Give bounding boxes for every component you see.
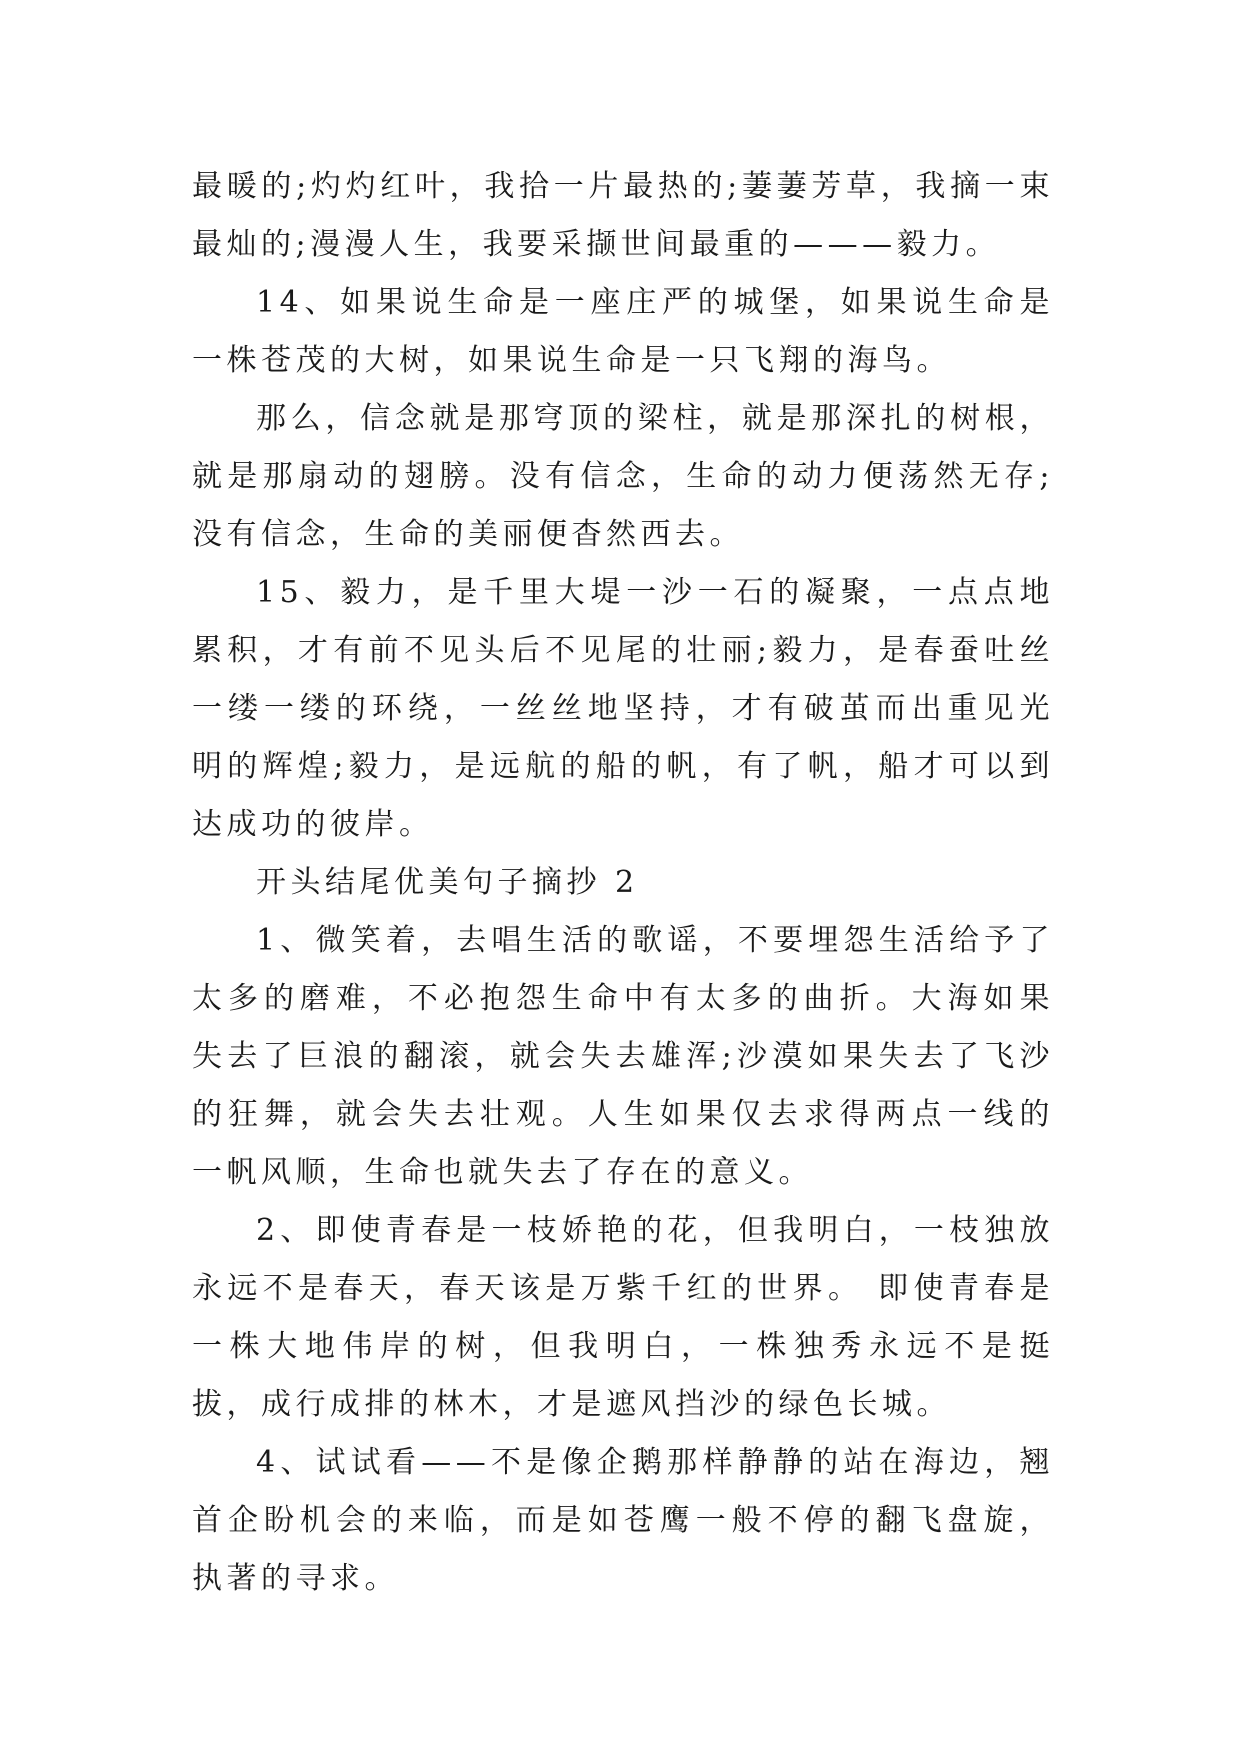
paragraph-item-15: 15、毅力，是千里大堤一沙一石的凝聚，一点点地累积，才有前不见头后不见尾的壮丽;毅力，是春蚕吐丝一缕一缕的环绕，一丝丝地坚持，才有破茧而出重见光明的辉煌;毅力，是远航的船的帆，有了帆，船才可以到达成功的彼岸。 — [192, 575, 1054, 842]
document-body — [192, 158, 1054, 1608]
paragraph-item-14: 14、如果说生命是一座庄严的城堡，如果说生命是一株苍茂的大树，如果说生命是一只飞翔的海鸟。 — [192, 285, 1054, 378]
paragraph-item-4: 4、试试看——不是像企鹅那样静静的站在海边，翘首企盼机会的来临，而是如苍鹰一般不停的翻飞盘旋，执著的寻求。 — [192, 1445, 1054, 1596]
paragraph-continuation: 最暖的;灼灼红叶，我拾一片最热的;萋萋芳草，我摘一束最灿的;漫漫人生，我要采撷世间最重的———毅力。 — [192, 169, 1054, 262]
section-heading: 开头结尾优美句子摘抄 2 — [256, 865, 639, 900]
paragraph-item-2: 2、即使青春是一枝娇艳的花，但我明白，一枝独放永远不是春天，春天该是万紫千红的世界。 即使青春是一株大地伟岸的树，但我明白，一株独秀永远不是挺拔，成行成排的林木，才是遮风挡沙的绿色长城。 — [192, 1213, 1054, 1422]
paragraph-belief: 那么，信念就是那穹顶的梁柱，就是那深扎的树根，就是那扇动的翅膀。没有信念，生命的动力便荡然无存;没有信念，生命的美丽便杳然西去。 — [192, 401, 1054, 552]
paragraph-item-1: 1、微笑着，去唱生活的歌谣，不要埋怨生活给予了太多的磨难，不必抱怨生命中有太多的曲折。大海如果失去了巨浪的翻滚，就会失去雄浑;沙漠如果失去了飞沙的狂舞，就会失去壮观。人生如果仅去求得两点一线的一帆风顺，生命也就失去了存在的意义。 — [192, 923, 1054, 1190]
